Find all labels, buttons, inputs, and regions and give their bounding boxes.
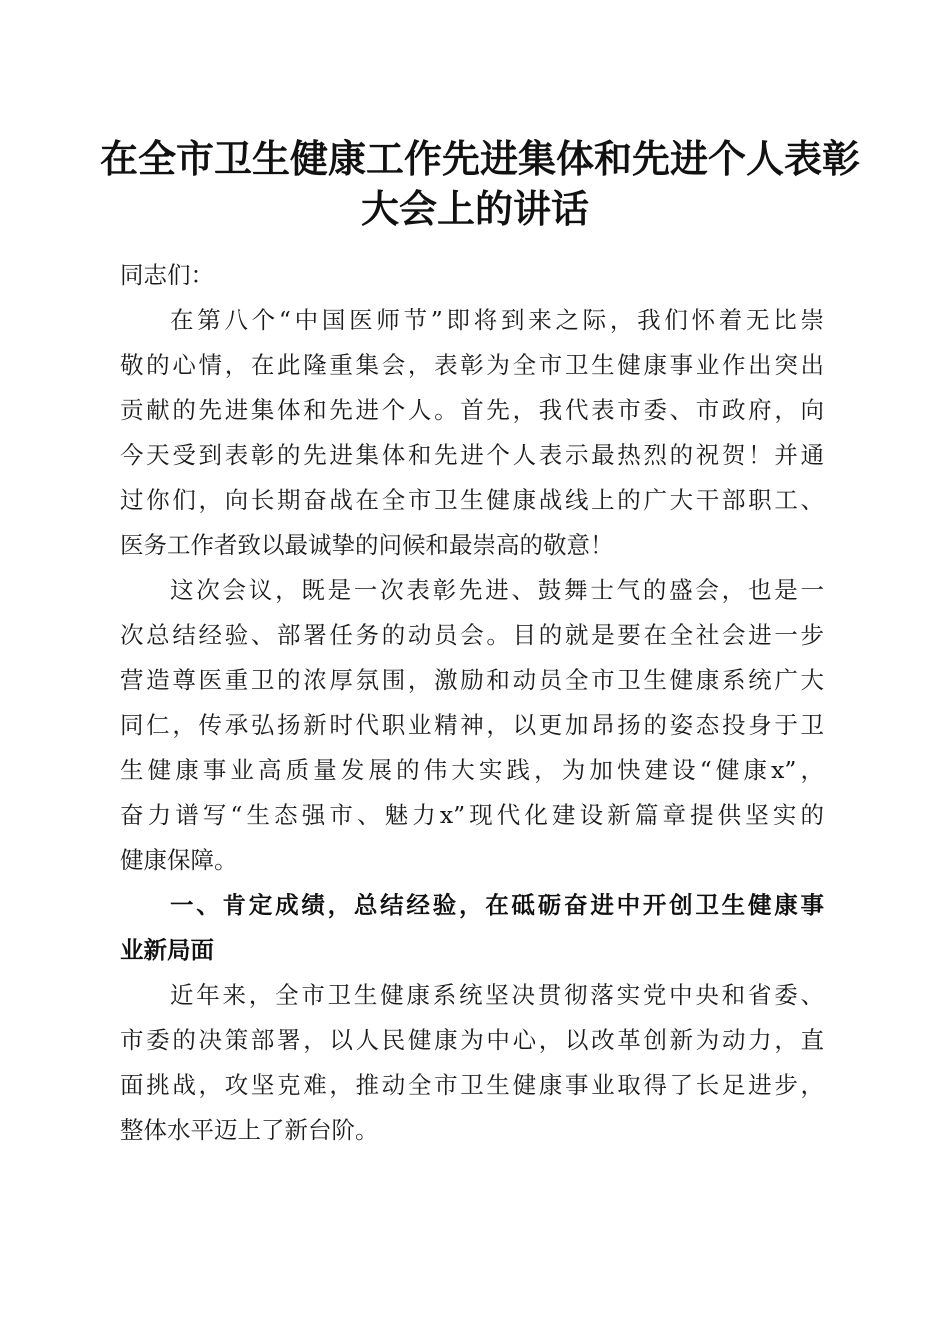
paragraph-line: 面挑战，攻坚克难，推动全市卫生健康事业取得了长足进步， <box>120 1071 824 1099</box>
document-title <box>100 134 861 234</box>
paragraph-line: 在第八个“中国医师节”即将到来之际，我们怀着无比崇 <box>170 306 824 334</box>
paragraph-line: 生健康事业高质量发展的伟大实践，为加快建设“健康x”， <box>120 756 824 784</box>
paragraph-line: 敬的心情，在此隆重集会，表彰为全市卫生健康事业作出突出 <box>120 351 824 379</box>
title-line: 大会上的讲话 <box>360 186 589 231</box>
paragraph-2 <box>120 568 824 883</box>
paragraph-line: 近年来，全市卫生健康系统坚决贯彻落实党中央和省委、 <box>170 981 824 1009</box>
section-heading <box>120 883 824 973</box>
paragraph-line: 今天受到表彰的先进集体和先进个人表示最热烈的祝贺！并通 <box>120 441 824 469</box>
paragraph-line: 市委的决策部署，以人民健康为中心，以改革创新为动力，直 <box>120 1026 824 1054</box>
paragraph-line: 健康保障。 <box>120 846 238 874</box>
paragraph-line: 次总结经验、部署任务的动员会。目的就是要在全社会进一步 <box>120 621 824 649</box>
title-line: 在全市卫生健康工作先进集体和先进个人表彰 <box>100 136 861 181</box>
paragraph-line: 这次会议，既是一次表彰先进、鼓舞士气的盛会，也是一 <box>170 576 824 604</box>
paragraph-line: 医务工作者致以最诚挚的问候和最崇高的敬意！ <box>120 531 614 559</box>
paragraph-line: 同仁，传承弘扬新时代职业精神，以更加昂扬的姿态投身于卫 <box>120 711 824 739</box>
paragraph-line: 过你们，向长期奋战在全市卫生健康战线上的广大干部职工、 <box>120 486 824 514</box>
paragraph-line: 奋力谱写“生态强市、魅力x”现代化建设新篇章提供坚实的 <box>120 801 824 829</box>
section-heading-line: 业新局面 <box>120 936 214 964</box>
salutation: 同志们： <box>120 261 214 289</box>
paragraph-line: 整体水平迈上了新台阶。 <box>120 1116 379 1144</box>
section-heading-line: 一、肯定成绩，总结经验，在砥砺奋进中开创卫生健康事 <box>170 891 824 919</box>
paragraph-line: 贡献的先进集体和先进个人。首先，我代表市委、市政府，向 <box>120 396 824 424</box>
paragraph-1 <box>120 298 824 568</box>
paragraph-line: 营造尊医重卫的浓厚氛围，激励和动员全市卫生健康系统广大 <box>120 666 824 694</box>
document-body <box>120 253 824 1153</box>
paragraph-3 <box>120 973 824 1153</box>
